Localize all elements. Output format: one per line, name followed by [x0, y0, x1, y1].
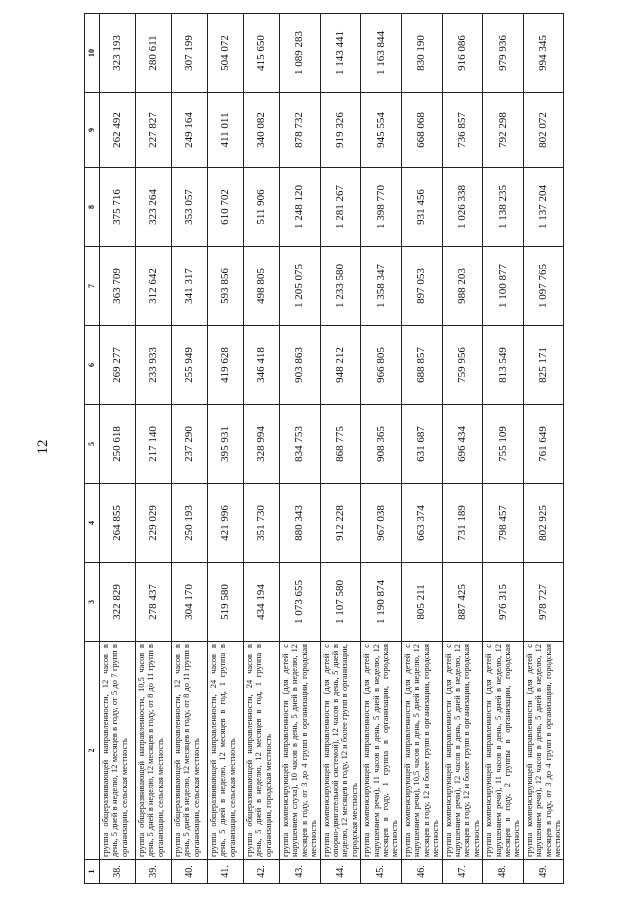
row-number: 46.: [401, 860, 442, 884]
value-cell: 825 171: [523, 326, 564, 405]
column-header: 7: [85, 247, 100, 326]
value-cell: 411 011: [208, 93, 244, 168]
value-cell: 250 618: [100, 405, 136, 484]
value-cell: 668 068: [401, 93, 442, 168]
value-cell: 255 949: [172, 326, 208, 405]
value-cell: 792 298: [483, 93, 524, 168]
value-cell: 346 418: [244, 326, 280, 405]
value-cell: 1 248 120: [280, 168, 321, 247]
value-cell: 994 345: [523, 14, 564, 93]
value-cell: 976 315: [483, 563, 524, 642]
value-cell: 948 212: [320, 326, 361, 405]
value-cell: 903 863: [280, 326, 321, 405]
group-description: группа компенсирующей направленности (для детей с нарушением речи), 11 часов в день, 5 дней в неделю, 12 месяцев в году, 2 группы в организации, городская местность: [483, 642, 524, 860]
row-number: 42.: [244, 860, 280, 884]
row-number: 41.: [208, 860, 244, 884]
column-header: 3: [85, 563, 100, 642]
value-cell: 931 456: [401, 168, 442, 247]
value-cell: 1 205 075: [280, 247, 321, 326]
table-row: [244, 14, 280, 884]
tariff-table: [84, 13, 564, 884]
group-description: группа компенсирующей направленности (для детей с нарушением речи), 11 часов в день, 5 дней в неделю, 12 месяцев в году, 1 группа в организации, городская местность: [361, 642, 402, 860]
value-cell: 307 199: [172, 14, 208, 93]
row-number: 43.: [280, 860, 321, 884]
table-row: [361, 14, 402, 884]
value-cell: 663 374: [401, 484, 442, 563]
value-cell: 1 190 874: [361, 563, 402, 642]
value-cell: 363 709: [100, 247, 136, 326]
value-cell: 1 138 235: [483, 168, 524, 247]
value-cell: 813 549: [483, 326, 524, 405]
value-cell: 966 805: [361, 326, 402, 405]
value-cell: 967 038: [361, 484, 402, 563]
value-cell: 1 097 765: [523, 247, 564, 326]
value-cell: 322 829: [100, 563, 136, 642]
value-cell: 897 053: [401, 247, 442, 326]
value-cell: 696 434: [442, 405, 483, 484]
table-body: [100, 14, 564, 884]
table-row: [320, 14, 361, 884]
value-cell: 736 857: [442, 93, 483, 168]
value-cell: 323 193: [100, 14, 136, 93]
row-number: 40.: [172, 860, 208, 884]
table-header-row: [85, 14, 100, 884]
value-cell: 504 072: [208, 14, 244, 93]
table-row: [136, 14, 172, 884]
value-cell: 988 203: [442, 247, 483, 326]
value-cell: 1 089 283: [280, 14, 321, 93]
value-cell: 593 856: [208, 247, 244, 326]
value-cell: 755 109: [483, 405, 524, 484]
value-cell: 280 611: [136, 14, 172, 93]
value-cell: 759 956: [442, 326, 483, 405]
table-row: [442, 14, 483, 884]
value-cell: 1 398 770: [361, 168, 402, 247]
value-cell: 249 164: [172, 93, 208, 168]
value-cell: 269 277: [100, 326, 136, 405]
row-number: 48.: [483, 860, 524, 884]
value-cell: 1 358 347: [361, 247, 402, 326]
group-description: группа компенсирующей направленности (для детей с нарушением речи), 12 часов в день, 5 дней в неделю, 12 месяцев в году, 12 и более групп в организации, городская местность: [442, 642, 483, 860]
value-cell: 1 026 338: [442, 168, 483, 247]
value-cell: 979 936: [483, 14, 524, 93]
table-row: [401, 14, 442, 884]
table-row: [100, 14, 136, 884]
rotated-page: [35, 14, 562, 884]
value-cell: 978 727: [523, 563, 564, 642]
row-number: 39.: [136, 860, 172, 884]
row-number: 49.: [523, 860, 564, 884]
value-cell: 395 931: [208, 405, 244, 484]
column-header: 5: [85, 405, 100, 484]
value-cell: 304 170: [172, 563, 208, 642]
group-description: группа общеразвивающей направленности, 24 часов в день, 5 дней в неделю, 12 месяцев в год, 1 группа в организации, городская местность: [244, 642, 280, 860]
value-cell: 1 163 844: [361, 14, 402, 93]
value-cell: 878 732: [280, 93, 321, 168]
value-cell: 250 193: [172, 484, 208, 563]
value-cell: 1 137 204: [523, 168, 564, 247]
value-cell: 229 029: [136, 484, 172, 563]
table-row: [280, 14, 321, 884]
table-row: [483, 14, 524, 884]
value-cell: 912 228: [320, 484, 361, 563]
value-cell: 868 775: [320, 405, 361, 484]
value-cell: 341 317: [172, 247, 208, 326]
value-cell: 511 906: [244, 168, 280, 247]
value-cell: 340 082: [244, 93, 280, 168]
value-cell: 217 140: [136, 405, 172, 484]
value-cell: 419 628: [208, 326, 244, 405]
value-cell: 798 457: [483, 484, 524, 563]
value-cell: 761 649: [523, 405, 564, 484]
value-cell: 353 057: [172, 168, 208, 247]
column-header: 2: [85, 642, 100, 860]
value-cell: 834 753: [280, 405, 321, 484]
value-cell: 802 925: [523, 484, 564, 563]
table-row: [172, 14, 208, 884]
value-cell: 880 343: [280, 484, 321, 563]
table-row: [208, 14, 244, 884]
value-cell: 908 365: [361, 405, 402, 484]
value-cell: 262 492: [100, 93, 136, 168]
table-row: [523, 14, 564, 884]
column-header: 1: [85, 860, 100, 884]
value-cell: 421 996: [208, 484, 244, 563]
value-cell: 351 730: [244, 484, 280, 563]
value-cell: 919 326: [320, 93, 361, 168]
group-description: группа общеразвивающей направленности, 12 часов в день, 5 дней в неделю, 12 месяцев в году, от 5 до 7 групп в организации, сельская местность: [100, 642, 136, 860]
value-cell: 498 805: [244, 247, 280, 326]
value-cell: 688 857: [401, 326, 442, 405]
value-cell: 375 716: [100, 168, 136, 247]
value-cell: 887 425: [442, 563, 483, 642]
value-cell: 945 554: [361, 93, 402, 168]
value-cell: 415 650: [244, 14, 280, 93]
value-cell: 237 290: [172, 405, 208, 484]
value-cell: 610 702: [208, 168, 244, 247]
value-cell: 312 642: [136, 247, 172, 326]
value-cell: 434 194: [244, 563, 280, 642]
column-header: 8: [85, 168, 100, 247]
group-description: группа общеразвивающей направленности, 12 часов в день, 5 дней в неделю, 12 месяцев в году, от 8 до 11 групп в организации, сельская местность: [172, 642, 208, 860]
row-number: 45.: [361, 860, 402, 884]
value-cell: 227 827: [136, 93, 172, 168]
value-cell: 1 100 877: [483, 247, 524, 326]
row-number: 38.: [100, 860, 136, 884]
group-description: группа компенсирующей направленности (для детей с нарушением речи), 10,5 часов в день, 5 дней в неделю, 12 месяцев в году, 12 и более групп в организации, городская местность: [401, 642, 442, 860]
value-cell: 802 072: [523, 93, 564, 168]
value-cell: 264 855: [100, 484, 136, 563]
row-number: 44.: [320, 860, 361, 884]
value-cell: 278 437: [136, 563, 172, 642]
value-cell: 1 073 655: [280, 563, 321, 642]
value-cell: 805 211: [401, 563, 442, 642]
value-cell: 916 086: [442, 14, 483, 93]
value-cell: 323 264: [136, 168, 172, 247]
value-cell: 1 143 441: [320, 14, 361, 93]
column-header: 10: [85, 14, 100, 93]
group-description: группа компенсирующей направленности (для детей с нарушением речи), 12 часов в день, 5 дней в неделю, 12 месяцев в году, от 3 до 4 групп в организации, городская местность: [523, 642, 564, 860]
row-number: 47.: [442, 860, 483, 884]
column-header: 6: [85, 326, 100, 405]
value-cell: 1 281 267: [320, 168, 361, 247]
column-header: 9: [85, 93, 100, 168]
page-number: 12: [35, 439, 51, 455]
value-cell: 1 107 580: [320, 563, 361, 642]
group-description: группа компенсирующей направленности (для детей с опорно-двигательной системой), 12 часов в день, 5 дней в неделю, 12 месяцев в году, 12 и более групп в организации, городская местность: [320, 642, 361, 860]
value-cell: 519 580: [208, 563, 244, 642]
value-cell: 1 233 580: [320, 247, 361, 326]
group-description: группа компенсирующей направленности (для детей с нарушением слуха), 10 часов в день, 5 дней в неделю, 12 месяцев в году, от 3 до 4 групп в организации, городская местность: [280, 642, 321, 860]
value-cell: 731 189: [442, 484, 483, 563]
column-header: 4: [85, 484, 100, 563]
group-description: группа общеразвивающей направленности, 24 часов в день, 5 дней в неделю, 12 месяцев в год, 1 группа в организации, сельская местность: [208, 642, 244, 860]
value-cell: 233 933: [136, 326, 172, 405]
value-cell: 631 687: [401, 405, 442, 484]
value-cell: 328 994: [244, 405, 280, 484]
group-description: группа общеразвивающей направленности, 10,5 часов в день, 5 дней в неделю, 12 месяцев в году, от 8 до 11 групп в организации, сельская местность: [136, 642, 172, 860]
value-cell: 830 190: [401, 14, 442, 93]
